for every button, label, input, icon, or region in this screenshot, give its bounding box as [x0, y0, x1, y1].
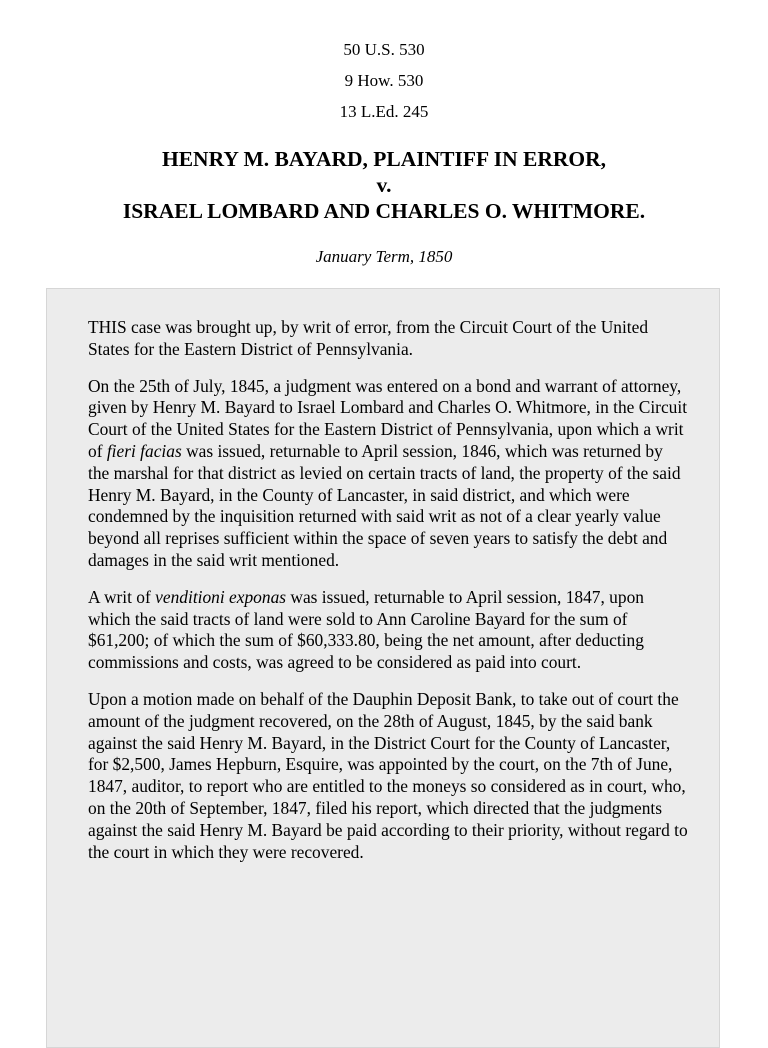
- term: January Term, 1850: [315, 247, 453, 266]
- opinion-panel: [46, 288, 720, 1048]
- paragraph-2-part-b: was issued, returnable to April session, 1846, which was returned by the marshal for that district as levied on certain tracts of land, the property of the said Henry M. Bayard, in the County of Lancaster, in said district, and which were condemned by the inquisition returned with said writ as not of a clear yearly value beyond all reprises sufficient within the space of seven years to satisfy the debt and damages in the said writ mentioned.: [88, 440, 681, 570]
- paragraph-3-part-a: A writ of: [88, 586, 156, 607]
- paragraph-4: Upon a motion made on behalf of the Dauphin Deposit Bank, to take out of court the amount of the judgment recovered, on the 28th of August, 1845, by the said bank against the said Henry M. Bayard, in the District Court for the County of Lancaster, for $2,500, James Hepburn, Esquire, was appointed by the court, on the 7th of June, 1847, auditor, to report who are entitled to the moneys so considered as in court, who, on the 20th of September, 1847, filed his report, which directed that the judgments against the said Henry M. Bayard be paid according to their priority, without regard to the court in which they were recovered.: [88, 688, 688, 862]
- opinion-body: [88, 317, 688, 878]
- paragraph-3-emphasis: venditioni exponas: [155, 586, 287, 607]
- plaintiff-name: HENRY M. BAYARD, PLAINTIFF IN ERROR,: [161, 147, 606, 171]
- case-title: [0, 146, 768, 224]
- paragraph-2: [88, 376, 688, 572]
- citation-lawyers-edition: 13 L.Ed. 245: [339, 102, 429, 121]
- paragraph-2-part-a: On the 25th of July, 1845, a judgment was entered on a bond and warrant of attorney, given by Henry M. Bayard to Israel Lombard and Charles O. Whitmore, in the Circuit Court of the United States for the Eastern District of Pennsylvania, upon which a writ of: [88, 375, 688, 461]
- versus: v.: [376, 173, 392, 197]
- defendant-names: ISRAEL LOMBARD AND CHARLES O. WHITMORE.: [122, 199, 646, 223]
- citations: [0, 34, 768, 127]
- citation-howard: 9 How. 530: [344, 71, 424, 90]
- paragraph-1: THIS case was brought up, by writ of error, from the Circuit Court of the United States for the Eastern District of Pennsylvania.: [88, 317, 649, 359]
- paragraph-3-part-b: was issued, returnable to April session, 1847, upon which the said tracts of land were sold to Ann Caroline Bayard for the sum of $61,200; of which the sum of $60,333.80, being the net amount, after deducting commissions and costs, was agreed to be considered as paid into court.: [88, 586, 644, 673]
- paragraph-3: [88, 587, 688, 674]
- paragraph-2-emphasis: fieri facias: [106, 440, 182, 461]
- citation-us-reports: 50 U.S. 530: [343, 40, 425, 59]
